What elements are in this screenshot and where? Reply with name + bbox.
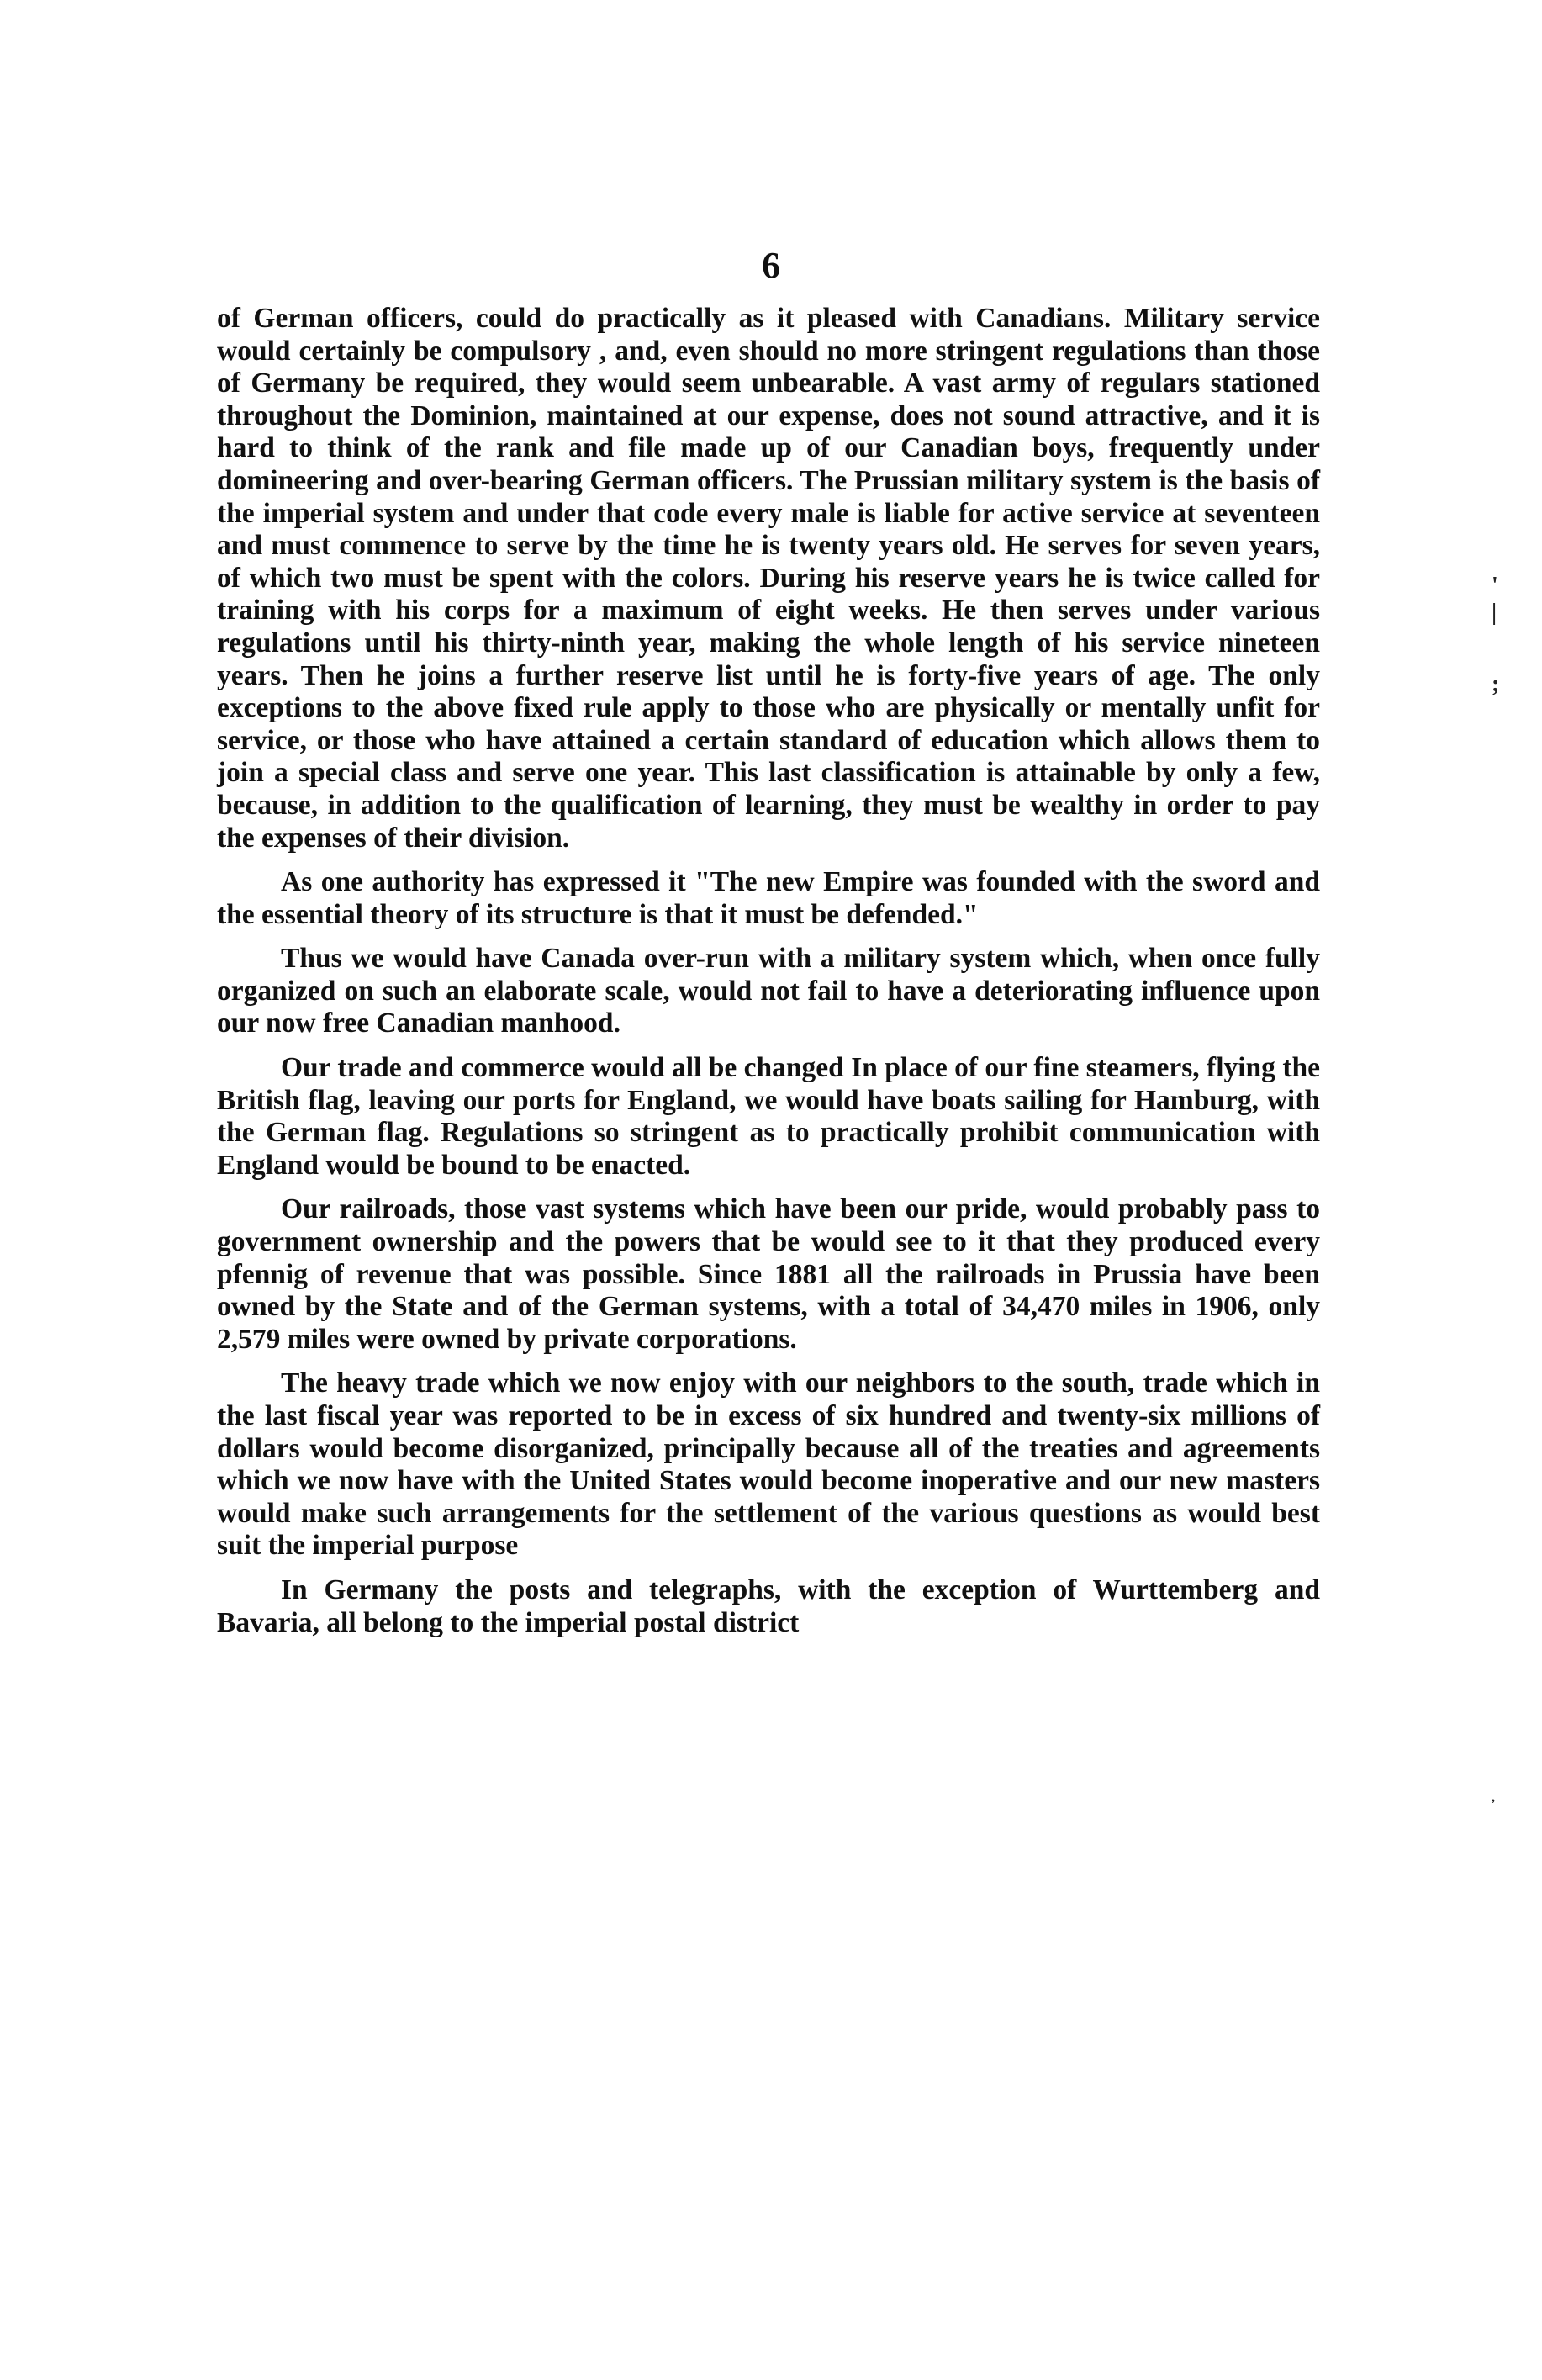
margin-mark: ;	[1492, 671, 1500, 697]
body-text	[217, 303, 1320, 1639]
margin-mark: |	[1492, 600, 1497, 626]
paragraph-continued: of German officers, could do practically as it pleased with Canadians. Military service would certainly be compulsory , and, even should no more stringent regulations than those of Germany be required, they would seem unbearable. A vast army of regulars stationed throughout the Dominion, maintained at our expense, does not sound attractive, and it is hard to think of the rank and file made up of our Canadian boys, frequently under domineering and over-bearing German officers. The Prussian military system is the basis of the imperial system and under that code every male is liable for active service at seventeen and must commence to serve by the time he is twenty years old. He serves for seven years, of which two must be spent with the colors. During his reserve years he is twice called for training with his corps for a maximum of eight weeks. He then serves under various regulations until his thirty-ninth year, making the whole length of his service nineteen years. Then he joins a further reserve list until he is forty-five years of age. The only exceptions to the above fixed rule apply to those who are physically or mentally unfit for service, or those who have attained a certain standard of education which allows them to join a special class and serve one year. This last classification is attainable by only a few, because, in addition to the qualification of learning, they must be wealthy in order to pay the expenses of their division.	[217, 303, 1320, 854]
paragraph-military-system: Thus we would have Canada over-run with a military system which, when once fully organized on such an elaborate scale, would not fail to have a deteriorating influence upon our now free Canadian manhood.	[217, 943, 1320, 1039]
paragraph-heavy-trade: The heavy trade which we now enjoy with our neighbors to the south, trade which in the last fiscal year was reported to be in excess of six hundred and twenty-six millions of dollars would become disorganized, principally because all of the treaties and agreements which we now have with the United States would become inoperative and our new masters would make such arrangements for the settlement of the various questions as would best suit the imperial purpose	[217, 1367, 1320, 1562]
paragraph-posts-telegraphs: In Germany the posts and telegraphs, with the exception of Wurttemberg and Bavaria, all belong to the imperial postal district	[217, 1573, 1320, 1638]
paragraph-railroads: Our railroads, those vast systems which have been our pride, would probably pass to government ownership and the powers that be would see to it that they produced every pfennig of revenue that was possible. Since 1881 all the railroads in Prussia have been owned by the State and of the German systems, with a total of 34,470 miles in 1906, only 2,579 miles were owned by private corporations.	[217, 1193, 1320, 1355]
margin-mark: '	[1492, 573, 1498, 599]
paragraph-trade-commerce: Our trade and commerce would all be changed In place of our fine steamers, flying the British flag, leaving our ports for England, we would have boats sailing for Hamburg, with the German flag. Regulations so stringent as to practically prohibit communication with England would be bound to be enacted.	[217, 1052, 1320, 1181]
margin-mark: ,	[1492, 1790, 1495, 1805]
page-number: 6	[762, 245, 780, 286]
paragraph-authority-quote: As one authority has expressed it "The new Empire was founded with the sword and the essential theory of its structure is that it must be defended."	[217, 866, 1320, 930]
